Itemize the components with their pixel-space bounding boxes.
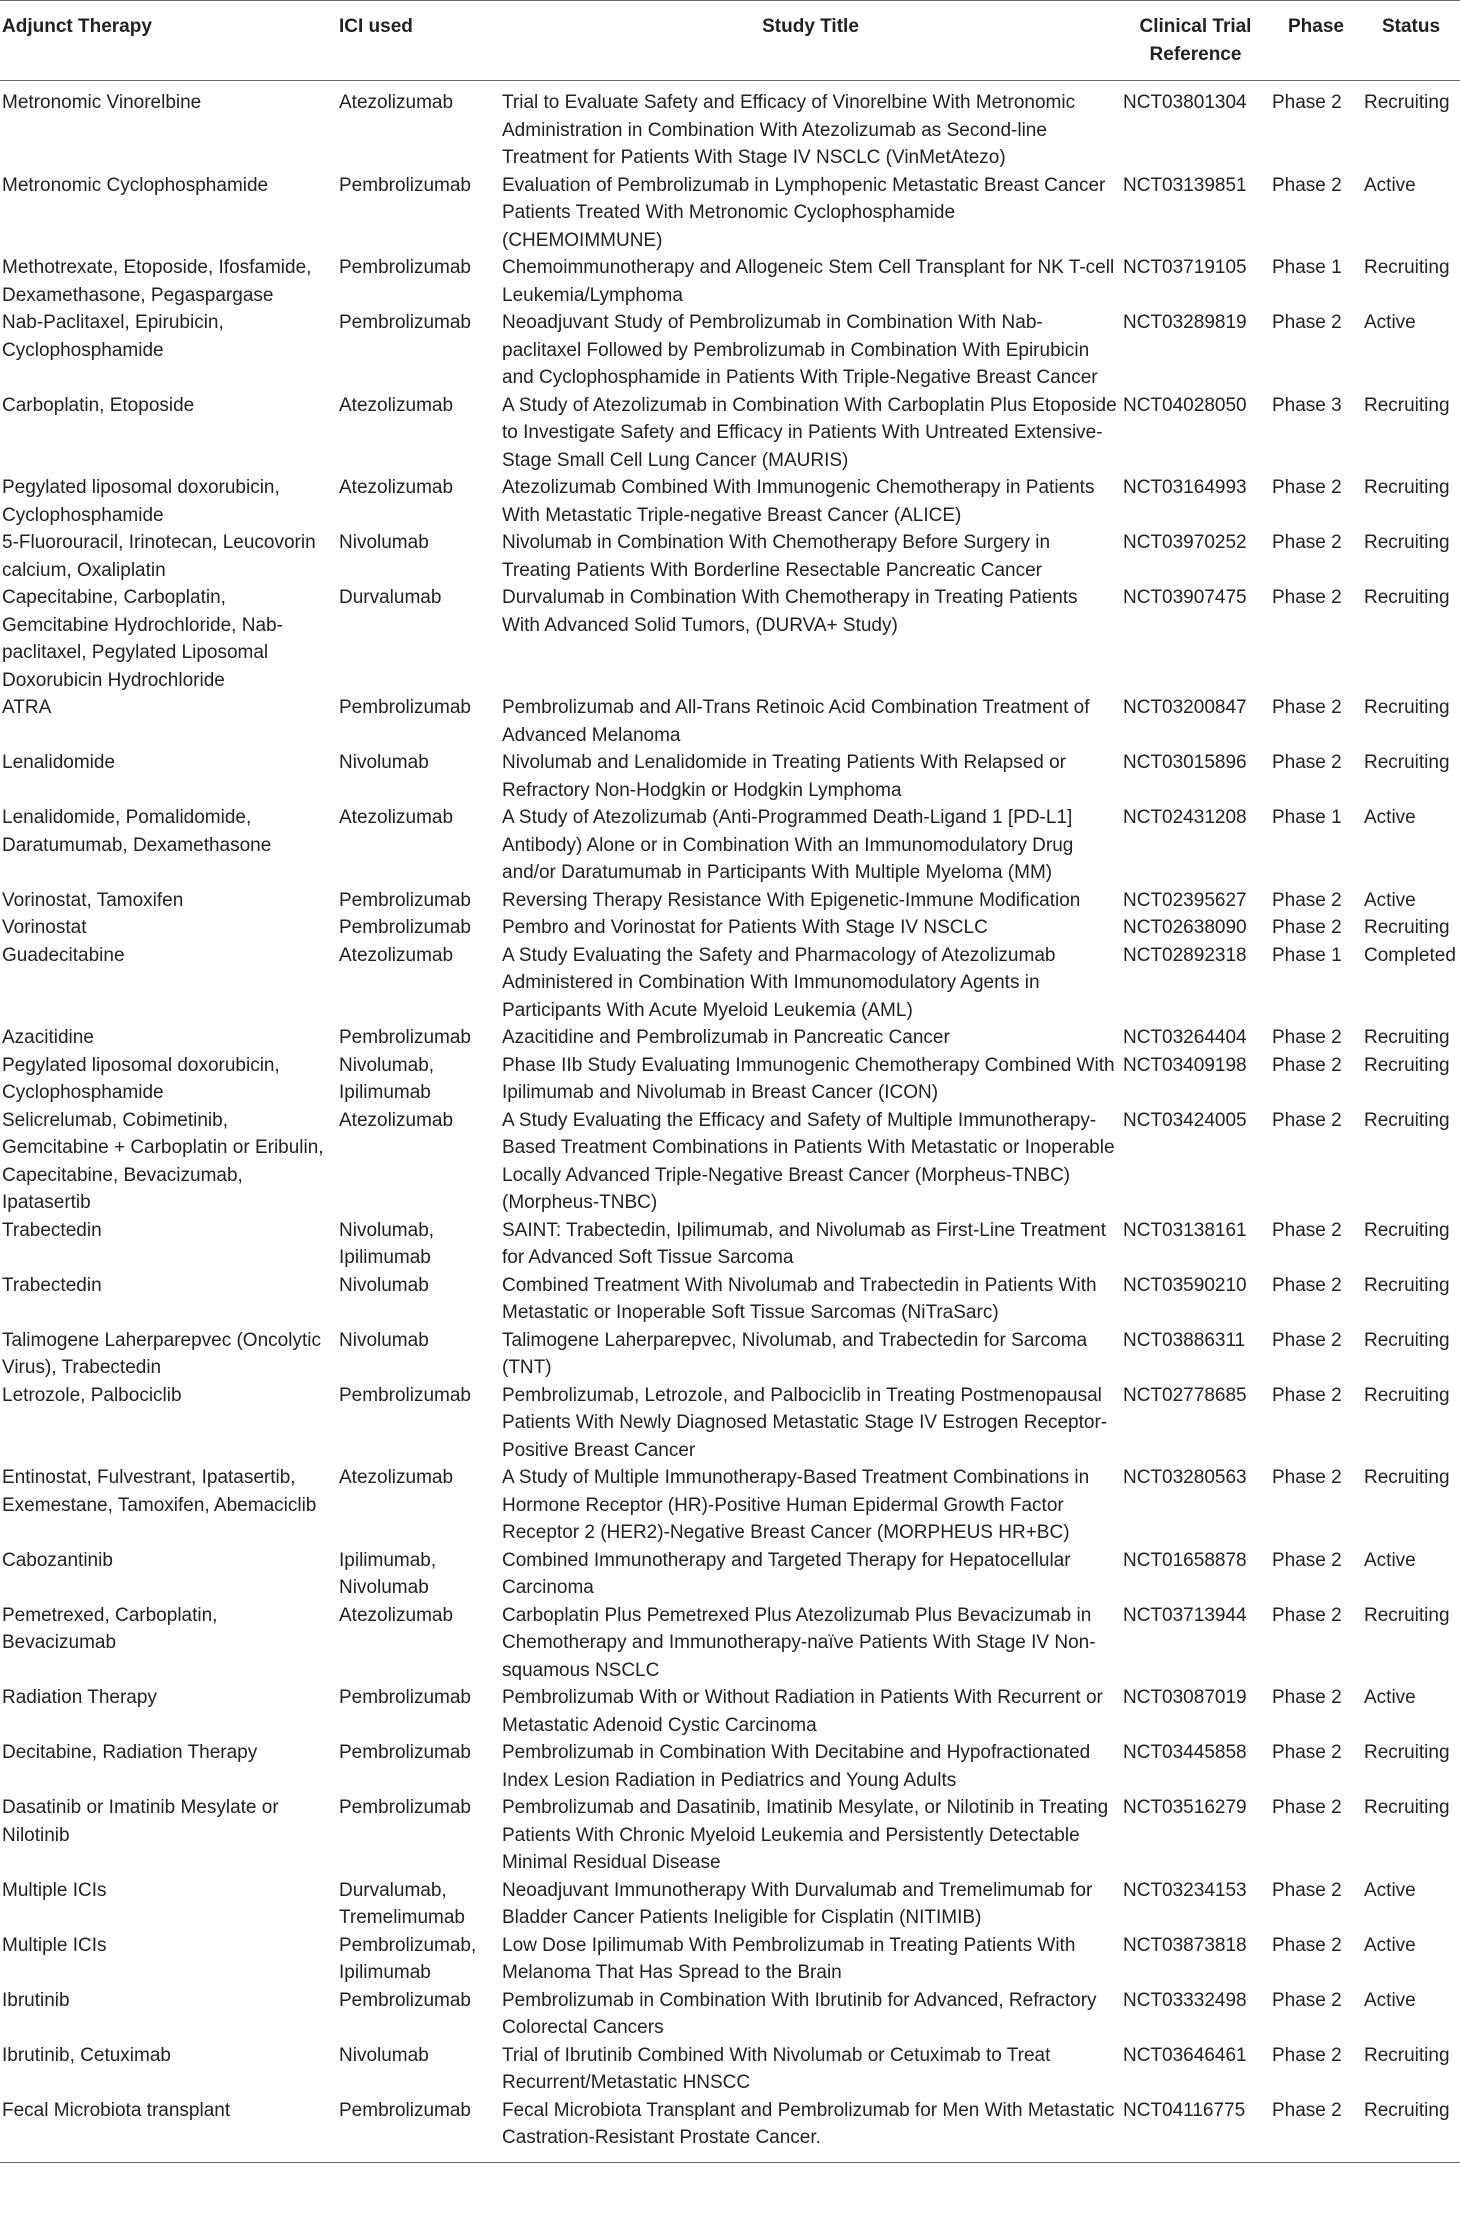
table-row bbox=[0, 81, 1460, 172]
cell-trial-reference: NCT04028050 bbox=[1123, 394, 1247, 416]
cell-ici-used: Atezolizumab bbox=[339, 944, 454, 966]
cell-ici-used: Atezolizumab bbox=[339, 1109, 454, 1131]
cell-ici-used: Pembrolizumab bbox=[339, 1797, 471, 1818]
cell-study-title: Carboplatin Plus Pemetrexed Plus Atezolizumab Plus Bevacizumab in Chemotherapy and Immunotherapy-naïve Patients With Stage IV Non-squamous NSCLC bbox=[502, 1604, 1096, 1681]
cell-trial-reference: NCT03409198 bbox=[1123, 1054, 1247, 1076]
cell-trial-reference: NCT03886311 bbox=[1123, 1329, 1246, 1351]
cell-phase: Phase 2 bbox=[1272, 1329, 1342, 1351]
cell-trial-reference: NCT03713944 bbox=[1123, 1604, 1247, 1626]
cell-adjunct-therapy: Guadecitabine bbox=[2, 944, 125, 966]
cell-adjunct-therapy: Ibrutinib bbox=[2, 1989, 70, 2011]
cell-phase: Phase 2 bbox=[1272, 889, 1342, 911]
cell-adjunct-therapy: Selicrelumab, Cobimetinib, Gemcitabine + Carboplatin or Eribulin, Capecitabine, Bevacizumab, Ipatasertib bbox=[2, 1109, 324, 1213]
cell-study-title: Atezolizumab Combined With Immunogenic Chemotherapy in Patients With Metastatic Triple-negative Breast Cancer (ALICE) bbox=[502, 477, 1095, 526]
cell-adjunct-therapy: Carboplatin, Etoposide bbox=[2, 394, 195, 416]
cell-trial-reference: NCT03907475 bbox=[1123, 587, 1247, 608]
cell-study-title: Nivolumab and Lenalidomide in Treating Patients With Relapsed or Refractory Non-Hodgkin or Hodgkin Lymphoma bbox=[502, 752, 1066, 801]
table-row bbox=[0, 1024, 1460, 1052]
table-row bbox=[0, 1327, 1460, 1382]
table-row bbox=[0, 1932, 1460, 1987]
cell-status: Active bbox=[1364, 312, 1416, 333]
cell-trial-reference: NCT03264404 bbox=[1123, 1027, 1247, 1048]
cell-ici-used: Pembrolizumab bbox=[339, 1989, 471, 2011]
table-row bbox=[0, 804, 1460, 887]
cell-trial-reference: NCT03332498 bbox=[1123, 1989, 1247, 2011]
cell-phase: Phase 2 bbox=[1272, 1109, 1342, 1131]
cell-adjunct-therapy: Ibrutinib, Cetuximab bbox=[2, 2044, 171, 2066]
table-row bbox=[0, 2042, 1460, 2097]
cell-study-title: Trial to Evaluate Safety and Efficacy of Vinorelbine With Metronomic Administration in Combination With Atezolizumab as Second-line Treatment for Patients With Stage IV NSCLC (VinMetAtezo) bbox=[502, 92, 1076, 168]
cell-status: Recruiting bbox=[1364, 1742, 1450, 1763]
table-header bbox=[0, 1, 1460, 81]
table-row bbox=[0, 1684, 1460, 1739]
table-row bbox=[0, 1877, 1460, 1932]
cell-trial-reference: NCT02778685 bbox=[1123, 1384, 1247, 1406]
cell-ici-used: Pembrolizumab bbox=[339, 174, 471, 196]
cell-ici-used: Nivolumab bbox=[339, 752, 429, 773]
cell-adjunct-therapy: Radiation Therapy bbox=[2, 1687, 157, 1708]
cell-phase: Phase 2 bbox=[1272, 1274, 1342, 1296]
header-status: Status bbox=[1381, 16, 1441, 37]
cell-phase: Phase 2 bbox=[1272, 1054, 1342, 1076]
table-row bbox=[0, 392, 1460, 475]
cell-adjunct-therapy: Lenalidomide, Pomalidomide, Daratumumab, Dexamethasone bbox=[2, 807, 272, 856]
cell-adjunct-therapy: Multiple ICIs bbox=[2, 1934, 107, 1956]
cell-status: Active bbox=[1364, 1549, 1416, 1571]
cell-ici-used: Pembrolizumab bbox=[339, 889, 471, 911]
cell-adjunct-therapy: Lenalidomide bbox=[2, 752, 116, 773]
cell-status: Recruiting bbox=[1364, 394, 1450, 416]
cell-study-title: Pembrolizumab and All-Trans Retinoic Acid Combination Treatment of Advanced Melanoma bbox=[502, 697, 1090, 746]
table-row bbox=[0, 1739, 1460, 1794]
cell-adjunct-therapy: ATRA bbox=[2, 697, 52, 718]
cell-ici-used: Atezolizumab bbox=[339, 1467, 454, 1488]
cell-study-title: Pembrolizumab in Combination With Decitabine and Hypofractionated Index Lesion Radiation in Pediatrics and Young Adults bbox=[502, 1742, 1091, 1791]
cell-phase: Phase 2 bbox=[1272, 1384, 1342, 1406]
cell-phase: Phase 2 bbox=[1272, 1604, 1342, 1626]
cell-phase: Phase 2 bbox=[1272, 1027, 1342, 1048]
cell-adjunct-therapy: Azacitidine bbox=[2, 1027, 94, 1048]
cell-trial-reference: NCT01658878 bbox=[1123, 1549, 1247, 1571]
cell-status: Recruiting bbox=[1364, 1384, 1450, 1406]
header-phase: Phase bbox=[1288, 16, 1344, 37]
cell-adjunct-therapy: Fecal Microbiota transplant bbox=[2, 2099, 231, 2121]
cell-ici-used: Atezolizumab bbox=[339, 394, 454, 416]
table-row bbox=[0, 887, 1460, 915]
cell-status: Recruiting bbox=[1364, 1054, 1450, 1076]
cell-trial-reference: NCT03087019 bbox=[1123, 1687, 1247, 1708]
table-row bbox=[0, 694, 1460, 749]
cell-adjunct-therapy: Pegylated liposomal doxorubicin, Cyclophosphamide bbox=[2, 477, 280, 526]
cell-status: Active bbox=[1364, 1989, 1416, 2011]
cell-status: Active bbox=[1364, 1934, 1416, 1956]
cell-study-title: A Study Evaluating the Safety and Pharmacology of Atezolizumab Administered in Combination With Immunomodulatory Agents in Participants With Acute Myeloid Leukemia (AML) bbox=[502, 944, 1056, 1021]
cell-phase: Phase 2 bbox=[1272, 697, 1342, 718]
cell-study-title: Pembro and Vorinostat for Patients With Stage IV NSCLC bbox=[502, 917, 988, 938]
cell-adjunct-therapy: Letrozole, Palbociclib bbox=[2, 1384, 182, 1406]
cell-adjunct-therapy: Metronomic Cyclophosphamide bbox=[2, 174, 269, 196]
cell-trial-reference: NCT02395627 bbox=[1123, 889, 1247, 911]
cell-phase: Phase 2 bbox=[1272, 1879, 1342, 1901]
cell-phase: Phase 2 bbox=[1272, 1219, 1342, 1241]
cell-status: Active bbox=[1364, 1879, 1416, 1901]
cell-trial-reference: NCT03164993 bbox=[1123, 477, 1247, 498]
table-row bbox=[0, 1217, 1460, 1272]
cell-adjunct-therapy: Dasatinib or Imatinib Mesylate or Nilotinib bbox=[2, 1797, 279, 1846]
table-row bbox=[0, 914, 1460, 942]
cell-study-title: Combined Immunotherapy and Targeted Therapy for Hepatocellular Carcinoma bbox=[502, 1549, 1071, 1598]
table-row bbox=[0, 1382, 1460, 1465]
cell-adjunct-therapy: Trabectedin bbox=[2, 1219, 102, 1241]
cell-status: Recruiting bbox=[1364, 1604, 1450, 1626]
cell-trial-reference: NCT02638090 bbox=[1123, 917, 1247, 938]
cell-adjunct-therapy: Vorinostat bbox=[2, 917, 87, 938]
cell-trial-reference: NCT04116775 bbox=[1123, 2099, 1246, 2121]
cell-status: Active bbox=[1364, 807, 1416, 828]
cell-ici-used: Nivolumab bbox=[339, 2044, 429, 2066]
cell-trial-reference: NCT03873818 bbox=[1123, 1934, 1247, 1956]
cell-study-title: Nivolumab in Combination With Chemotherapy Before Surgery in Treating Patients With Borderline Resectable Pancreatic Cancer bbox=[502, 532, 1051, 581]
cell-adjunct-therapy: Entinostat, Fulvestrant, Ipatasertib, Exemestane, Tamoxifen, Abemaciclib bbox=[2, 1467, 317, 1516]
cell-study-title: Azacitidine and Pembrolizumab in Pancreatic Cancer bbox=[502, 1027, 950, 1048]
cell-adjunct-therapy: Capecitabine, Carboplatin, Gemcitabine Hydrochloride, Nab-paclitaxel, Pegylated Liposomal Doxorubicin Hydrochloride bbox=[2, 587, 283, 691]
cell-study-title: Combined Treatment With Nivolumab and Trabectedin in Patients With Metastatic or Inoperable Soft Tissue Sarcomas (NiTraSarc) bbox=[502, 1274, 1097, 1323]
cell-trial-reference: NCT03015896 bbox=[1123, 752, 1247, 773]
cell-phase: Phase 2 bbox=[1272, 1742, 1342, 1763]
cell-adjunct-therapy: Pemetrexed, Carboplatin, Bevacizumab bbox=[2, 1604, 218, 1653]
cell-trial-reference: NCT03970252 bbox=[1123, 532, 1247, 553]
cell-study-title: Chemoimmunotherapy and Allogeneic Stem Cell Transplant for NK T-cell Leukemia/Lymphoma bbox=[502, 257, 1115, 306]
cell-status: Active bbox=[1364, 174, 1416, 196]
cell-study-title: Pembrolizumab, Letrozole, and Palbociclib in Treating Postmenopausal Patients With Newly Diagnosed Metastatic Stage IV Estrogen Receptor-Positive Breast Cancer bbox=[502, 1384, 1108, 1461]
cell-status: Completed bbox=[1364, 944, 1456, 966]
cell-adjunct-therapy: Cabozantinib bbox=[2, 1549, 113, 1571]
cell-status: Recruiting bbox=[1364, 1219, 1450, 1241]
cell-phase: Phase 1 bbox=[1272, 944, 1342, 966]
cell-phase: Phase 2 bbox=[1272, 1934, 1342, 1956]
cell-adjunct-therapy: 5-Fluorouracil, Irinotecan, Leucovorin calcium, Oxaliplatin bbox=[2, 532, 316, 581]
cell-study-title: Low Dose Ipilimumab With Pembrolizumab in Treating Patients With Melanoma That Has Spread to the Brain bbox=[502, 1934, 1076, 1983]
cell-study-title: Fecal Microbiota Transplant and Pembrolizumab for Men With Metastatic Castration-Resistant Prostate Cancer. bbox=[502, 2099, 1115, 2148]
cell-ici-used: Nivolumab, Ipilimumab bbox=[339, 1219, 435, 1268]
cell-trial-reference: NCT02892318 bbox=[1123, 944, 1247, 966]
cell-status: Recruiting bbox=[1364, 752, 1450, 773]
cell-status: Recruiting bbox=[1364, 477, 1450, 498]
cell-ici-used: Pembrolizumab, Ipilimumab bbox=[339, 1934, 477, 1983]
header-study-title: Study Title bbox=[762, 16, 859, 37]
cell-phase: Phase 2 bbox=[1272, 477, 1342, 498]
cell-phase: Phase 2 bbox=[1272, 532, 1342, 553]
cell-ici-used: Durvalumab, Tremelimumab bbox=[339, 1879, 465, 1928]
cell-status: Recruiting bbox=[1364, 2044, 1450, 2066]
header-ici-used: ICI used bbox=[339, 16, 413, 37]
table-row bbox=[0, 1794, 1460, 1877]
cell-trial-reference: NCT03516279 bbox=[1123, 1797, 1247, 1818]
cell-status: Recruiting bbox=[1364, 257, 1450, 278]
cell-phase: Phase 2 bbox=[1272, 1687, 1342, 1708]
table-row bbox=[0, 1987, 1460, 2042]
table-row bbox=[0, 942, 1460, 1025]
cell-phase: Phase 1 bbox=[1272, 807, 1342, 828]
cell-status: Recruiting bbox=[1364, 1329, 1450, 1351]
table-row bbox=[0, 172, 1460, 255]
cell-phase: Phase 1 bbox=[1272, 257, 1342, 278]
cell-status: Recruiting bbox=[1364, 92, 1450, 113]
cell-ici-used: Nivolumab bbox=[339, 1329, 429, 1351]
cell-ici-used: Atezolizumab bbox=[339, 477, 454, 498]
cell-ici-used: Pembrolizumab bbox=[339, 1384, 471, 1406]
cell-trial-reference: NCT03138161 bbox=[1123, 1219, 1247, 1241]
table-row bbox=[0, 584, 1460, 694]
cell-status: Recruiting bbox=[1364, 532, 1450, 553]
cell-adjunct-therapy: Vorinostat, Tamoxifen bbox=[2, 889, 184, 911]
cell-trial-reference: NCT03289819 bbox=[1123, 312, 1247, 333]
cell-status: Recruiting bbox=[1364, 917, 1450, 938]
cell-status: Recruiting bbox=[1364, 1467, 1450, 1488]
cell-study-title: Trial of Ibrutinib Combined With Nivolumab or Cetuximab to Treat Recurrent/Metastatic HNSCC bbox=[502, 2044, 1051, 2093]
cell-ici-used: Nivolumab bbox=[339, 532, 429, 553]
cell-ici-used: Nivolumab, Ipilimumab bbox=[339, 1054, 435, 1103]
cell-ici-used: Atezolizumab bbox=[339, 1604, 454, 1626]
cell-study-title: Phase IIb Study Evaluating Immunogenic Chemotherapy Combined With Ipilimumab and Nivolumab in Breast Cancer (ICON) bbox=[502, 1054, 1115, 1103]
table-row bbox=[0, 1052, 1460, 1107]
cell-phase: Phase 2 bbox=[1272, 587, 1342, 608]
cell-adjunct-therapy: Trabectedin bbox=[2, 1274, 102, 1296]
cell-trial-reference: NCT03590210 bbox=[1123, 1274, 1247, 1296]
cell-adjunct-therapy: Talimogene Laherparepvec (Oncolytic Virus), Trabectedin bbox=[2, 1329, 321, 1378]
cell-study-title: Neoadjuvant Study of Pembrolizumab in Combination With Nab-paclitaxel Followed by Pembrolizumab in Combination With Epirubicin and Cyclophosphamide in Patients With Triple-Negative Breast Cancer bbox=[502, 312, 1098, 388]
table-row bbox=[0, 1602, 1460, 1685]
cell-phase: Phase 2 bbox=[1272, 917, 1342, 938]
cell-study-title: Pembrolizumab With or Without Radiation in Patients With Recurrent or Metastatic Adenoid Cystic Carcinoma bbox=[502, 1687, 1103, 1736]
cell-ici-used: Pembrolizumab bbox=[339, 697, 471, 718]
cell-adjunct-therapy: Decitabine, Radiation Therapy bbox=[2, 1742, 258, 1763]
cell-ici-used: Durvalumab bbox=[339, 587, 442, 608]
cell-ici-used: Pembrolizumab bbox=[339, 257, 471, 278]
cell-trial-reference: NCT03801304 bbox=[1123, 92, 1247, 113]
cell-trial-reference: NCT03139851 bbox=[1123, 174, 1247, 196]
cell-status: Recruiting bbox=[1364, 587, 1450, 608]
table-row bbox=[0, 749, 1460, 804]
cell-phase: Phase 2 bbox=[1272, 92, 1342, 113]
cell-trial-reference: NCT03424005 bbox=[1123, 1109, 1247, 1131]
cell-trial-reference: NCT03719105 bbox=[1123, 257, 1247, 278]
cell-phase: Phase 2 bbox=[1272, 1989, 1342, 2011]
cell-adjunct-therapy: Metronomic Vinorelbine bbox=[2, 92, 202, 113]
table-row bbox=[0, 1547, 1460, 1602]
table-row bbox=[0, 1272, 1460, 1327]
table-row bbox=[0, 2097, 1460, 2163]
table-row bbox=[0, 309, 1460, 392]
cell-phase: Phase 2 bbox=[1272, 174, 1342, 196]
cell-study-title: SAINT: Trabectedin, Ipilimumab, and Nivolumab as First-Line Treatment for Advanced Soft Tissue Sarcoma bbox=[502, 1219, 1107, 1268]
cell-study-title: Neoadjuvant Immunotherapy With Durvalumab and Tremelimumab for Bladder Cancer Patients Ineligible for Cisplatin (NITIMIB) bbox=[502, 1879, 1093, 1928]
cell-status: Recruiting bbox=[1364, 2099, 1450, 2121]
cell-study-title: A Study of Multiple Immunotherapy-Based Treatment Combinations in Hormone Receptor (HR)-Positive Human Epidermal Growth Factor Receptor 2 (HER2)-Negative Breast Cancer (MORPHEUS HR+BC) bbox=[502, 1467, 1090, 1543]
cell-ici-used: Pembrolizumab bbox=[339, 1742, 471, 1763]
cell-trial-reference: NCT03445858 bbox=[1123, 1742, 1247, 1763]
header-clinical-trial-reference: Clinical Trial Reference bbox=[1139, 16, 1252, 65]
cell-study-title: Talimogene Laherparepvec, Nivolumab, and Trabectedin for Sarcoma (TNT) bbox=[502, 1329, 1088, 1378]
cell-study-title: Reversing Therapy Resistance With Epigenetic-Immune Modification bbox=[502, 889, 1081, 911]
cell-adjunct-therapy: Pegylated liposomal doxorubicin, Cyclophosphamide bbox=[2, 1054, 280, 1103]
cell-adjunct-therapy: Nab-Paclitaxel, Epirubicin, Cyclophosphamide bbox=[2, 312, 224, 361]
table-row bbox=[0, 1464, 1460, 1547]
cell-study-title: A Study Evaluating the Efficacy and Safety of Multiple Immunotherapy-Based Treatment Combinations in Patients With Metastatic or Inoperable Locally Advanced Triple-Negative Breast Cancer (Morpheus-TNBC) (Morpheus-TNBC) bbox=[502, 1109, 1115, 1213]
cell-phase: Phase 2 bbox=[1272, 1467, 1342, 1488]
cell-phase: Phase 2 bbox=[1272, 2044, 1342, 2066]
cell-status: Active bbox=[1364, 1687, 1416, 1708]
cell-ici-used: Pembrolizumab bbox=[339, 1027, 471, 1048]
table-row bbox=[0, 1107, 1460, 1217]
cell-trial-reference: NCT03200847 bbox=[1123, 697, 1247, 718]
cell-study-title: A Study of Atezolizumab in Combination With Carboplatin Plus Etoposide to Investigate Safety and Efficacy in Patients With Untreated Extensive-Stage Small Cell Lung Cancer (MAURIS) bbox=[502, 394, 1117, 471]
cell-adjunct-therapy: Multiple ICIs bbox=[2, 1879, 107, 1901]
cell-status: Active bbox=[1364, 889, 1416, 911]
table-row bbox=[0, 529, 1460, 584]
header-row bbox=[0, 1, 1460, 81]
cell-phase: Phase 2 bbox=[1272, 752, 1342, 773]
cell-trial-reference: NCT03280563 bbox=[1123, 1467, 1247, 1488]
cell-trial-reference: NCT03646461 bbox=[1123, 2044, 1247, 2066]
cell-ici-used: Nivolumab bbox=[339, 1274, 429, 1296]
table-row bbox=[0, 474, 1460, 529]
cell-adjunct-therapy: Methotrexate, Etoposide, Ifosfamide, Dexamethasone, Pegaspargase bbox=[2, 257, 312, 306]
cell-status: Recruiting bbox=[1364, 1027, 1450, 1048]
header-adjunct-therapy: Adjunct Therapy bbox=[2, 16, 152, 37]
cell-ici-used: Atezolizumab bbox=[339, 807, 454, 828]
cell-status: Recruiting bbox=[1364, 1109, 1450, 1131]
cell-ici-used: Pembrolizumab bbox=[339, 312, 471, 333]
cell-ici-used: Ipilimumab, Nivolumab bbox=[339, 1549, 437, 1598]
cell-ici-used: Pembrolizumab bbox=[339, 2099, 471, 2121]
cell-ici-used: Pembrolizumab bbox=[339, 1687, 471, 1708]
cell-phase: Phase 2 bbox=[1272, 2099, 1342, 2121]
cell-status: Recruiting bbox=[1364, 697, 1450, 718]
cell-status: Recruiting bbox=[1364, 1274, 1450, 1296]
cell-ici-used: Pembrolizumab bbox=[339, 917, 471, 938]
cell-trial-reference: NCT03234153 bbox=[1123, 1879, 1247, 1901]
cell-study-title: Pembrolizumab and Dasatinib, Imatinib Mesylate, or Nilotinib in Treating Patients With Chronic Myeloid Leukemia and Persistently Detectable Minimal Residual Disease bbox=[502, 1797, 1109, 1873]
cell-study-title: Durvalumab in Combination With Chemotherapy in Treating Patients With Advanced Solid Tumors, (DURVA+ Study) bbox=[502, 587, 1078, 636]
cell-study-title: Pembrolizumab in Combination With Ibrutinib for Advanced, Refractory Colorectal Cancers bbox=[502, 1989, 1097, 2038]
cell-phase: Phase 2 bbox=[1272, 1797, 1342, 1818]
cell-phase: Phase 3 bbox=[1272, 394, 1342, 416]
table-body bbox=[0, 81, 1460, 2163]
table-row bbox=[0, 254, 1460, 309]
cell-phase: Phase 2 bbox=[1272, 1549, 1342, 1571]
cell-trial-reference: NCT02431208 bbox=[1123, 807, 1247, 828]
cell-phase: Phase 2 bbox=[1272, 312, 1342, 333]
cell-study-title: A Study of Atezolizumab (Anti-Programmed Death-Ligand 1 [PD-L1] Antibody) Alone or in Combination With an Immunomodulatory Drug and/or Daratumumab in Participants With Multiple Myeloma (MM) bbox=[502, 807, 1074, 883]
cell-status: Recruiting bbox=[1364, 1797, 1450, 1818]
cell-ici-used: Atezolizumab bbox=[339, 92, 454, 113]
cell-study-title: Evaluation of Pembrolizumab in Lymphopenic Metastatic Breast Cancer Patients Treated With Metronomic Cyclophosphamide (CHEMOIMMUNE) bbox=[502, 174, 1106, 251]
